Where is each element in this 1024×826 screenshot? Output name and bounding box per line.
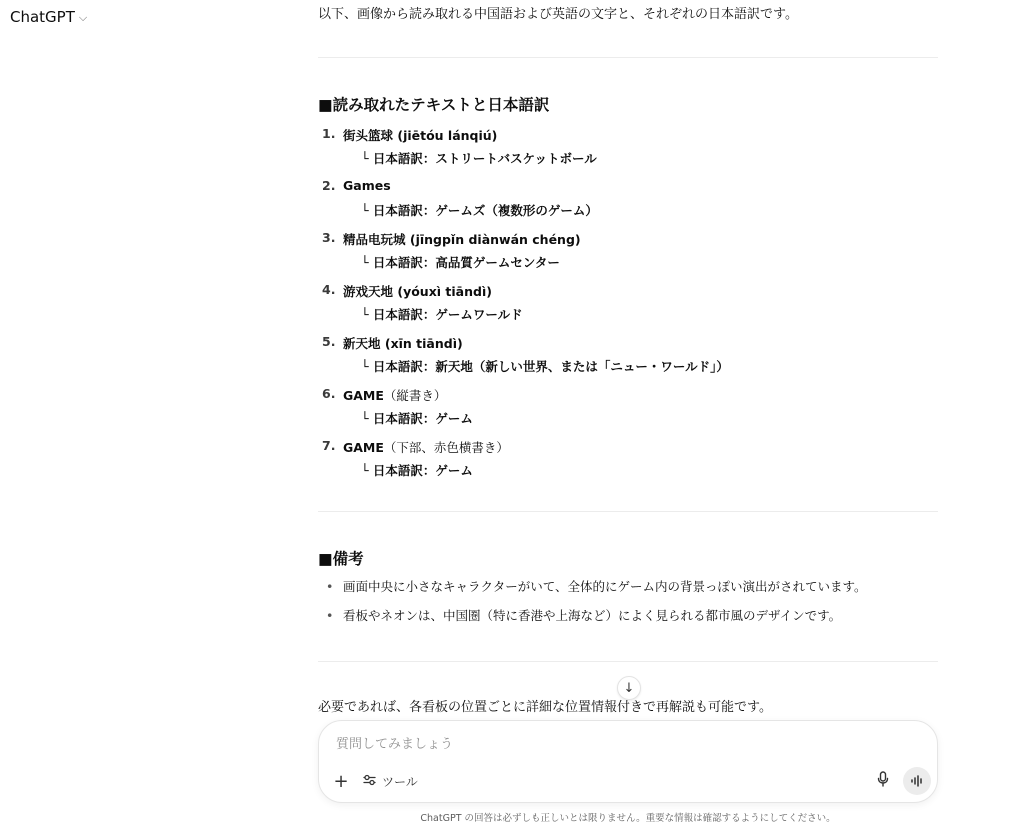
model-selector[interactable] bbox=[10, 8, 87, 26]
text-translation-list bbox=[318, 124, 938, 488]
list-item bbox=[318, 578, 867, 607]
list-number: 1. bbox=[322, 126, 336, 141]
source-text: 游戏天地 (yóuxì tiāndì) bbox=[343, 284, 492, 299]
translation-text: └ 日本語訳：ゲーム bbox=[361, 463, 473, 478]
microphone-icon bbox=[877, 771, 889, 791]
source-text: 新天地 (xīn tiāndì) bbox=[343, 336, 463, 351]
source-text: GAME（縦書き） bbox=[343, 388, 447, 403]
source-text: Games bbox=[343, 178, 391, 193]
list-item bbox=[318, 124, 938, 176]
dictate-button[interactable] bbox=[873, 770, 893, 792]
message-intro: 以下、画像から読み取れる中国語および英語の文字と、それぞれの日本語訳です。 bbox=[318, 7, 798, 22]
sliders-icon bbox=[363, 774, 376, 789]
tools-label: ツール bbox=[382, 774, 418, 789]
section-title-notes: ■備考 bbox=[318, 550, 364, 568]
voice-waveform-icon bbox=[910, 772, 924, 791]
source-text: 精品电玩城 (jīngpǐn diànwán chéng) bbox=[343, 232, 581, 247]
bullet-icon: • bbox=[326, 608, 334, 623]
bullet-icon: • bbox=[326, 579, 334, 594]
list-item bbox=[318, 332, 938, 384]
divider bbox=[318, 661, 938, 662]
list-number: 7. bbox=[322, 438, 336, 453]
list-item bbox=[318, 280, 938, 332]
list-item bbox=[318, 228, 938, 280]
source-text: GAME（下部、赤色横書き） bbox=[343, 440, 509, 455]
translation-text: └ 日本語訳：ストリートバスケットボール bbox=[361, 151, 597, 166]
list-number: 4. bbox=[322, 282, 336, 297]
footer-disclaimer: ChatGPT の回答は必ずしも正しいとは限りません。重要な情報は確認するようにしてください。 bbox=[420, 813, 836, 824]
translation-text: └ 日本語訳：新天地（新しい世界、または「ニュー・ワールド」） bbox=[361, 359, 729, 374]
list-number: 2. bbox=[322, 178, 336, 193]
arrow-down-icon: ↓ bbox=[623, 680, 635, 696]
list-item bbox=[318, 436, 938, 488]
list-number: 3. bbox=[322, 230, 336, 245]
list-item bbox=[318, 176, 938, 228]
note-text: 画面中央に小さなキャラクターがいて、全体的にゲーム内の背景っぽい演出がされています。 bbox=[343, 579, 867, 594]
list-item bbox=[318, 607, 867, 636]
notes-list bbox=[318, 578, 867, 636]
composer bbox=[318, 720, 938, 803]
divider bbox=[318, 511, 938, 512]
translation-text: └ 日本語訳：ゲームワールド bbox=[361, 307, 523, 322]
list-item bbox=[318, 384, 938, 436]
note-text: 看板やネオンは、中国圏（特に香港や上海など）によく見られる都市風のデザインです。 bbox=[343, 608, 842, 623]
message-closing: 必要であれば、各看板の位置ごとに詳細な位置情報付きで再解説も可能です。 bbox=[318, 700, 772, 715]
source-text: 街头篮球 (jiētóu lánqiú) bbox=[343, 128, 498, 143]
translation-text: └ 日本語訳：高品質ゲームセンター bbox=[361, 255, 560, 270]
plus-icon: + bbox=[333, 770, 349, 792]
chevron-down-icon: ⌵ bbox=[78, 11, 88, 24]
prompt-input[interactable] bbox=[334, 733, 898, 755]
voice-mode-button[interactable] bbox=[903, 767, 931, 795]
translation-text: └ 日本語訳：ゲーム bbox=[361, 411, 473, 426]
divider bbox=[318, 57, 938, 58]
section-title-texts: ■読み取れたテキストと日本語訳 bbox=[318, 96, 550, 114]
tools-button[interactable] bbox=[363, 772, 418, 790]
list-number: 5. bbox=[322, 334, 336, 349]
list-number: 6. bbox=[322, 386, 336, 401]
app-title: ChatGPT bbox=[10, 8, 75, 26]
translation-text: └ 日本語訳：ゲームズ（複数形のゲーム） bbox=[361, 203, 598, 218]
add-attachment-button[interactable] bbox=[331, 771, 351, 791]
